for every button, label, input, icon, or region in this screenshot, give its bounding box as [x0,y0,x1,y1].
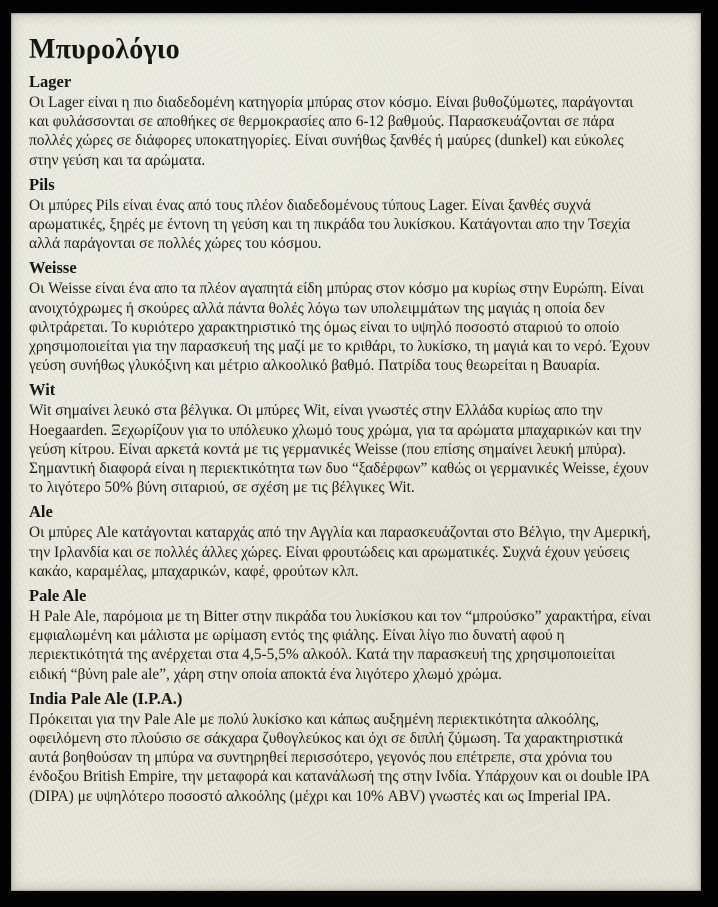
section-body: Wit σημαίνει λευκό στα βέλγικα. Οι μπύρες Wit, είναι γνωστές στην Ελλάδα κυρίως απο την Hoegaarden. Ξεχωρίζουν για το υπόλευκο χλωμό τους χρώμα, για τα αρώματα μπαχαρικών και την γεύση κίτρου. Είναι αρκετά κοντά με τις γερμανικές Weisse (που επίσης σημαίνει λευκή μπύρα). Σημαντική διαφορά είναι η περιεκτικότητα των δυο “ξαδέρφων” καθώς οι γερμανικές Weisse, έχουν το λιγότερο 50% βύνη σιταριού, σε σχέση με τις βέλγικες Wit. [29,402,649,497]
section-heading: Wit [29,380,56,400]
paper-page [11,13,701,891]
section-body: Πρόκειται για την Pale Ale με πολύ λυκίσκο και κάπως αυξημένη περιεκτικότητα αλκοόλης, οφειλόμενη στο πλούσιο σε σάκχαρα ζυθογλεύκος και όχι σε διπλή ζύμωση. Τα χαρακτηριστικά αυτά βοηθούσαν τη μπύρα να συντηρηθεί περισσότερο, γεγονός που επέτρεπε, στα χρόνια του ένδοξου British Empire, την μεταφορά και κατανάλωσή της στην Ινδία. Υπάρχουν και οι double IPA (DIPA) με υψηλότερο ποσοστό αλκοόλης (μέχρι και 10% ABV) γνωστές και ως Imperial IPA. [29,710,650,805]
section-heading: Ale [29,502,53,522]
section-body: Οι Weisse είναι ένα απο τα πλέον αγαπητά είδη μπύρας στον κόσμο μα κυρίως στην Ευρώπη. Είναι ανοιχτόχρωμες ή σκούρες αλλά πάντα θολές λόγω των υπολειμμάτων της μαγιάς η οποία δεν φιλτράρεται. Το κυριότερο χαρακτηριστικό της όμως είναι το υψηλό ποσοστό σταριού το οποίο χρησιμοποιείται για την παρασκευή της μαζί με το κριθάρι, το λυκίσκο, τη μαγιά και το νερό. Έχουν γεύση συνήθως γλυκόξινη και μέτριο αλκοολικό βαθμό. Πατρίδα τους θεωρείται η Βαυαρία. [29,280,650,375]
section-body: Οι μπύρες Pils είναι ένας από τους πλέον διαδεδομένους τύπους Lager. Είναι ξανθές συχνά αρωματικές, ξηρές με έντονη τη γεύση και τη πικράδα του λυκίσκου. Κατάγονται απο την Τσεχία αλλά παράγονται σε πολλές χώρες του κόσμου. [29,196,631,253]
page-title: Μπυρολόγιο [29,34,180,65]
section-body: Οι Lager είναι η πιο διαδεδομένη κατηγορία μπύρας στον κόσμο. Είναι βυθοζύμωτες, παράγονται και φυλάσσονται σε αποθήκες σε θερμοκρασίες απο 6-12 βαθμούς. Παρασκευάζονται σε πάρα πολλές χώρες σε διάφορες υποκατηγορίες. Είναι συνήθως ξανθές ή μαύρες (dunkel) και εύκολες στην γεύση και τα αρώματα. [29,94,634,169]
section-weisse [29,258,651,375]
section-body: Οι μπύρες Ale κατάγονται καταρχάς από την Αγγλία και παρασκευάζονται στο Βέλγιο, την Αμερική, την Ιρλανδία και σε πολλές άλλες χώρες. Είναι φρουτώδεις και αρωματικές. Συχνά έχουν γεύσεις κακάο, καραμέλας, μπαχαρικών, καφέ, φρούτων κλπ. [29,524,651,580]
document-content [29,34,651,806]
section-heading: Lager [29,72,72,91]
section-ale [29,502,651,581]
section-india-pale-ale [29,689,651,806]
section-pale-ale [29,586,651,684]
section-heading: Pale Ale [29,586,87,606]
section-lager [29,72,651,170]
section-wit [29,380,651,497]
section-body: Η Pale Ale, παρόμοια με τη Bitter στην πικράδα του λυκίσκου και τον “μπρούσκο” χαρακτήρα, είναι εμφιαλωμένη και μάλιστα με ωρίμαση εντός της φιάλης. Είναι λίγο πιο δυνατή αφού η περιεκτικότητά της ανέρχεται στα 4,5-5,5% αλκοόλ. Κατά την παρασκευή της χρησιμοποιείται ειδική “βύνη pale ale”, χάρη στην οποία αποκτά ένα λιγότερο χλωμό χρώμα. [29,608,651,683]
section-heading: India Pale Ale (I.P.A.) [29,688,183,708]
section-heading: Pils [29,174,55,194]
section-pils [29,175,651,254]
section-heading: Weisse [29,258,77,278]
